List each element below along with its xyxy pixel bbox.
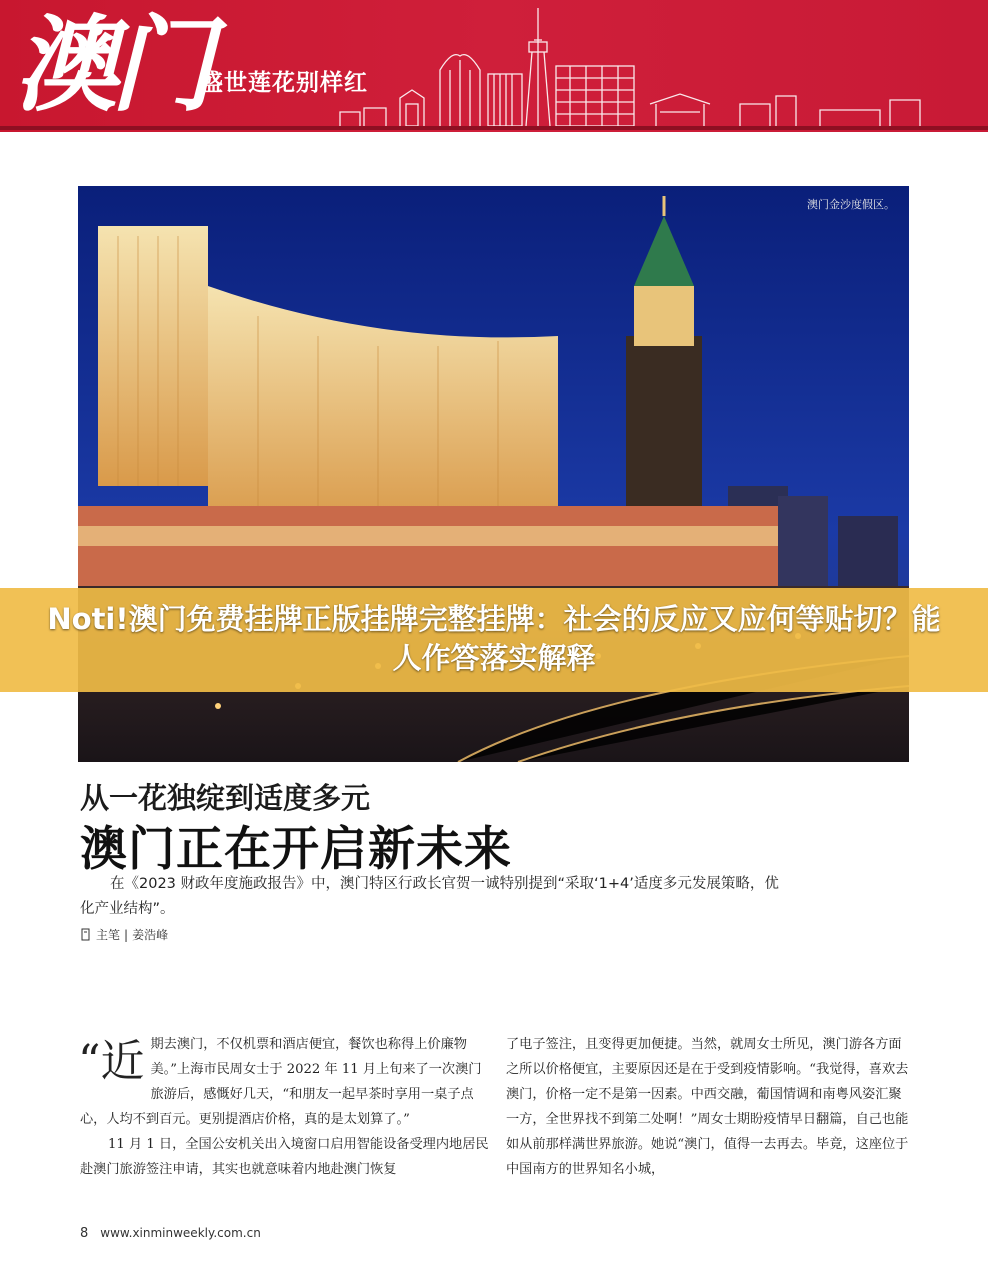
byline-label: 主笔 xyxy=(96,928,121,942)
header-divider xyxy=(0,126,988,130)
magazine-header-band xyxy=(0,0,988,132)
article-column-left xyxy=(80,1032,494,1182)
byline-author: 姜浩峰 xyxy=(132,928,169,942)
article-headline: 澳门正在开启新未来 xyxy=(80,822,512,877)
paragraph-3: 了电子签注，且变得更加便捷。当然，就周女士所见，澳门游各方面之所以价格便宜，主要原因还是在于受到疫情影响。“我觉得，喜欢去澳门，价格一定不是第一因素。中西交融，葡国情调和南粤风姿汇聚一方，全世界找不到第二处啊！”周女士期盼疫情早日翻篇，自己也能如从前那样满世界旅游。她说“澳门，值得一去再去。毕竟，这座位于中国南方的世界知名小城， xyxy=(506,1037,909,1177)
article-lede: 在《2023 财政年度施政报告》中，澳门特区行政长官贺一诚特别提到“采取‘1+4’适度多元发展策略，优化产业结构”。 xyxy=(80,876,779,917)
byline xyxy=(80,926,168,943)
byline-separator: | xyxy=(124,927,129,942)
paragraph-2: 11 月 1 日，全国公安机关出入境窗口启用智能设备受理内地居民赴澳门旅游签注申请，其实也就意味着内地赴澳门恢复 xyxy=(80,1137,489,1177)
photo-caption: 澳门金沙度假区。 xyxy=(807,198,895,211)
website-url: www.xinminweekly.com.cn xyxy=(100,1226,261,1240)
pen-icon xyxy=(80,928,92,942)
paragraph-1: 期去澳门，不仅机票和酒店便宜，餐饮也称得上价廉物美。”上海市民周女士于 2022 年 11 月上旬来了一次澳门旅游后，感慨好几天，“和朋友一起早茶时享用一桌子点心，人均不到百元。更别提酒店价格，真的是太划算了。” xyxy=(80,1037,482,1127)
macau-skyline-illustration xyxy=(320,0,988,130)
page-footer xyxy=(80,1226,261,1241)
article-subheadline: 从一花独绽到适度多元 xyxy=(80,781,371,815)
dropcap: “近 xyxy=(78,1036,145,1087)
article-column-right xyxy=(506,1032,912,1182)
section-title-macau: 澳门 xyxy=(14,3,207,126)
page-number: 8 xyxy=(80,1226,89,1241)
section-slogan: 盛世莲花别样红 xyxy=(200,70,368,96)
overlay-headline-text: Noti!澳门免费挂牌正版挂牌完整挂牌：社会的反应又应何等贴切？能人作答落实解释 xyxy=(47,602,941,675)
